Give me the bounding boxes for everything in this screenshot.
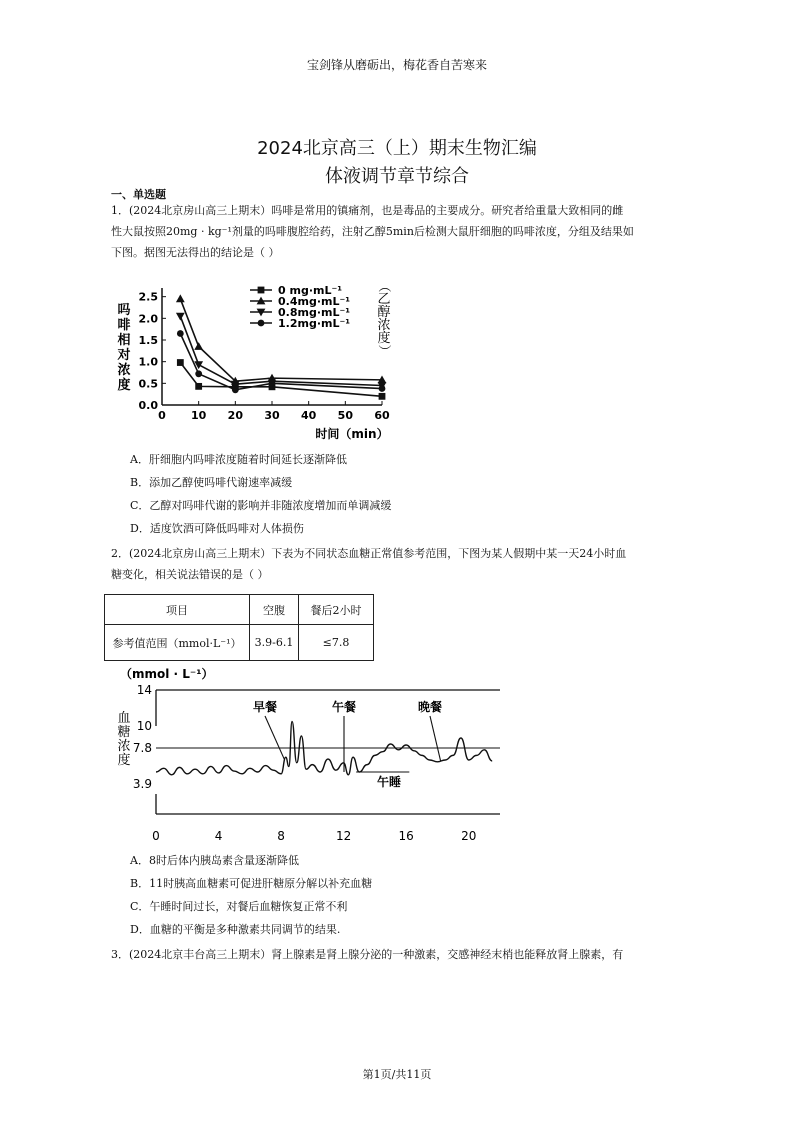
marker-triangle-up (176, 294, 185, 302)
table-header: 项目 (105, 595, 250, 625)
breakfast-label: 早餐 (252, 700, 278, 714)
chart1-legend-title (376, 279, 391, 357)
question-2-option-b: B．11时胰高血糖素可促进肝糖原分解以补充血糖 (130, 877, 373, 890)
legend-label: 0 mg·mL⁻¹ (278, 284, 343, 297)
marker-circle (195, 370, 202, 377)
x-tick-label: 8 (277, 829, 285, 843)
question-1-line: 1．(2024北京房山高三上期末）吗啡是常用的镇痛剂，也是毒品的主要成分。研究者给重量大致相同的雌 (111, 204, 624, 217)
question-1-option-c: C．乙醇对吗啡代谢的影响并非随浓度增加而单调减缓 (130, 499, 392, 512)
legend-title-char: 浓 (377, 318, 391, 333)
question-1 (111, 200, 685, 263)
legend-label: 0.4mg·mL⁻¹ (278, 295, 351, 308)
x-tick-label: 16 (398, 829, 414, 843)
legend-title-char: 醇 (377, 305, 391, 320)
question-3-line: 3．(2024北京丰台高三上期末）肾上腺素是肾上腺分泌的一种激素，交感神经末梢也能释放肾上腺素，有 (111, 948, 624, 961)
y-label-char: 相 (117, 333, 131, 348)
x-tick-label: 10 (191, 409, 207, 422)
dinner-label: 晚餐 (417, 700, 443, 714)
x-tick-label: 4 (214, 829, 223, 843)
chart2-unit: （mmol · L⁻¹） (120, 667, 214, 681)
chart2-annotations (253, 699, 442, 789)
y-tick-label: 1.5 (138, 334, 158, 347)
morphine-chart (112, 272, 402, 444)
y-tick-label: 14 (136, 683, 152, 697)
x-tick-label: 30 (264, 409, 280, 422)
chart2-frame (156, 690, 500, 814)
legend-title-char: 乙 (377, 292, 391, 307)
y-label-char: 糖 (117, 725, 131, 740)
page-title: 2024北京高三（上）期末生物汇编 (257, 138, 537, 159)
lunch-label: 午餐 (331, 700, 357, 714)
question-1-option-b: B．添加乙醇使吗啡代谢速率减缓 (130, 476, 293, 489)
section-heading: 一、单选题 (111, 188, 166, 201)
marker-circle (269, 380, 276, 387)
table-header: 餐后2小时 (299, 595, 374, 625)
dinner-pointer (430, 716, 441, 761)
marker-triangle-up (194, 342, 203, 350)
y-label-char: 度 (117, 753, 131, 768)
nap-label: 午睡 (376, 775, 402, 789)
question-2-option-c: C．午睡时间过长，对餐后血糖恢复正常不利 (130, 900, 348, 913)
chart2-y-label (117, 711, 130, 768)
y-label-char: 对 (117, 348, 131, 363)
chart1-legend (250, 284, 350, 330)
x-tick-label: 12 (335, 829, 352, 843)
chart1-x-label: 时间（min） (315, 427, 389, 441)
chart1-axes (139, 288, 390, 422)
legend-title-char: 度 (377, 331, 391, 346)
question-1-option-a: A．肝细胞内吗啡浓度随着时间延长逐渐降低 (130, 453, 347, 466)
legend-title-char: ） (376, 344, 391, 358)
legend-label: 1.2mg·mL⁻¹ (278, 317, 351, 330)
marker-circle (379, 385, 386, 392)
marker-square (379, 393, 386, 400)
y-label-char: 血 (117, 711, 131, 726)
x-tick-label: 40 (301, 409, 317, 422)
marker-circle (232, 386, 239, 393)
table-cell: ≤7.8 (299, 625, 374, 661)
y-tick-label: 2.5 (138, 290, 158, 304)
breakfast-pointer (265, 716, 284, 759)
question-1-option-d: D．适度饮酒可降低吗啡对人体损伤 (130, 522, 304, 535)
x-tick-label: 20 (461, 829, 477, 843)
legend-label: 0.8mg·mL⁻¹ (278, 306, 351, 319)
x-tick-label: 20 (227, 409, 243, 422)
reference-table (104, 594, 374, 661)
table-cell: 参考值范围（mmol·L⁻¹） (105, 625, 250, 661)
legend-title-char: （ (376, 279, 391, 293)
table-cell: 3.9-6.1 (250, 625, 299, 661)
marker-circle (258, 320, 265, 327)
question-2-option-d: D．血糖的平衡是多种激素共同调节的结果. (130, 923, 341, 936)
question-1-line: 性大鼠按照20mg · kg⁻¹剂量的吗啡腹腔给药，注射乙醇5min后检测大鼠肝细胞的吗啡浓度，分组及结果如 (111, 225, 634, 238)
question-2-line: 糖变化，相关说法错误的是（ ） (111, 568, 269, 581)
y-tick-label: 0.5 (138, 377, 158, 391)
question-1-line: 下图。据图无法得出的结论是（ ） (111, 246, 280, 259)
x-tick-label: 0 (152, 829, 160, 843)
table-header: 空腹 (250, 595, 299, 625)
page-footer: 第1页/共11页 (362, 1068, 432, 1081)
x-tick-label: 0 (158, 409, 166, 422)
y-label-char: 啡 (117, 318, 131, 333)
page-subtitle: 体液调节章节综合 (325, 166, 469, 187)
y-label-char: 浓 (117, 739, 131, 754)
y-label-char: 浓 (117, 363, 131, 378)
blood-glucose-chart (108, 664, 508, 846)
y-tick-label: 3.9 (132, 777, 152, 791)
y-tick-label: 7.8 (132, 741, 152, 755)
chart1-y-label (116, 303, 130, 393)
marker-square (177, 359, 184, 366)
y-label-char: 吗 (117, 303, 131, 318)
question-2-line: 2．(2024北京房山高三上期末）下表为不同状态血糖正常值参考范围，下图为某人假期中某一天24小时血 (111, 547, 627, 560)
y-label-char: 度 (117, 378, 131, 393)
y-tick-label: 1.0 (138, 355, 158, 369)
y-tick-label: 2.0 (138, 312, 158, 326)
marker-square (258, 287, 265, 294)
header-motto: 宝剑锋从磨砺出，梅花香自苦寒来 (306, 58, 487, 72)
question-2-option-a: A．8时后体内胰岛素含量逐渐降低 (130, 854, 299, 867)
marker-circle (177, 330, 184, 337)
y-tick-label: 0.0 (138, 399, 158, 412)
y-tick-label: 10 (136, 719, 152, 733)
question-3 (111, 944, 685, 965)
marker-square (195, 383, 202, 390)
x-tick-label: 60 (374, 409, 390, 422)
question-2 (111, 543, 685, 585)
marker-triangle-down (176, 313, 185, 321)
x-tick-label: 50 (337, 409, 353, 422)
